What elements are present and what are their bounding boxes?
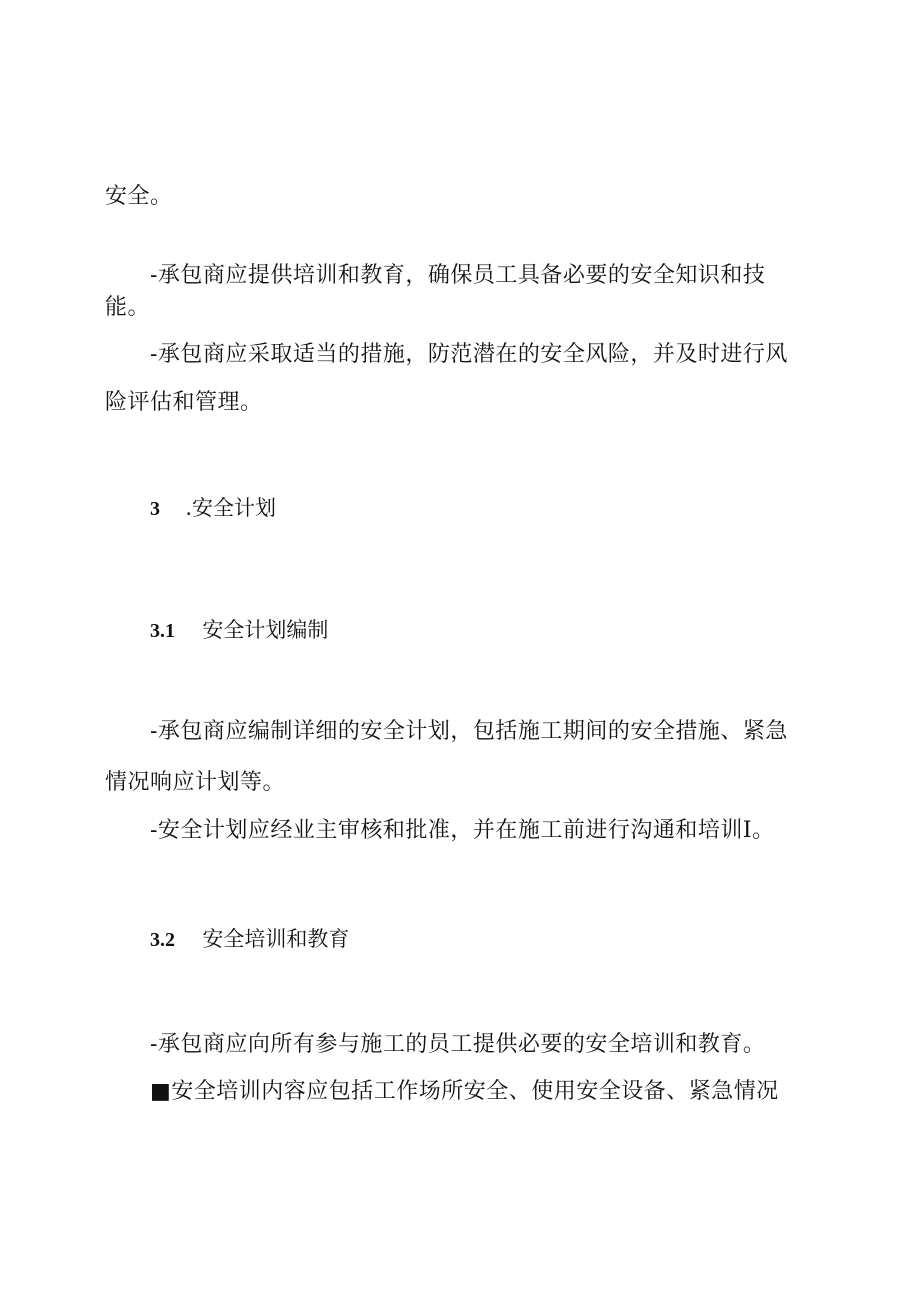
- section-heading-3: [150, 495, 276, 522]
- section-number: 3.2: [150, 929, 175, 951]
- section-heading-3-2: [150, 926, 349, 953]
- section-heading-3-1: [150, 617, 328, 644]
- section-title: .安全计划: [185, 496, 277, 520]
- paragraph-line: -承包商应提供培训和教育，确保员工具备必要的安全知识和技: [150, 263, 766, 288]
- paragraph-line: -承包商应向所有参与施工的员工提供必要的安全培训和教育。: [150, 1032, 766, 1057]
- paragraph-line: -承包商应采取适当的措施，防范潜在的安全风险，并及时进行风: [150, 342, 788, 367]
- paragraph-line: ■安全培训内容应包括工作场所安全、使用安全设备、紧急情况: [150, 1079, 779, 1104]
- paragraph-line: 情况响应计划等。: [105, 770, 286, 795]
- section-number: 3: [150, 498, 160, 520]
- paragraph-line: -承包商应编制详细的安全计划，包括施工期间的安全措施、紧急: [150, 719, 788, 744]
- section-number: 3.1: [150, 620, 175, 642]
- paragraph-line: 能。: [105, 295, 151, 320]
- section-title: 安全计划编制: [202, 618, 329, 642]
- paragraph-line: 险评估和管理。: [105, 390, 263, 415]
- paragraph-line: 安全。: [105, 184, 173, 209]
- section-title: 安全培训和教育: [202, 927, 350, 951]
- paragraph-line: -安全计划应经业主审核和批准，并在施工前进行沟通和培训Ⅰ。: [150, 818, 775, 843]
